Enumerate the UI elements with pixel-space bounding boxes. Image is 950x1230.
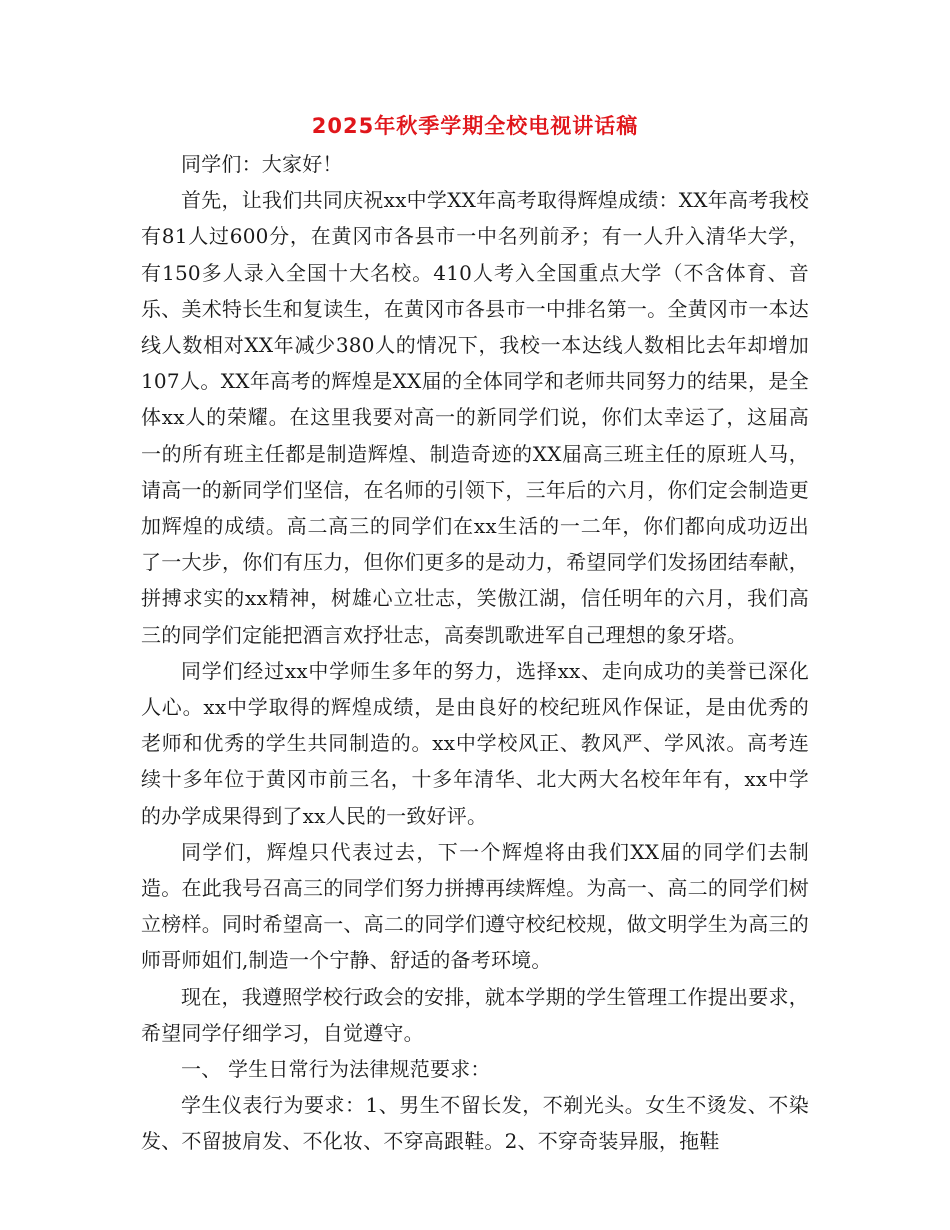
announcement-paragraph: 现在，我遵照学校行政会的安排，就本学期的学生管理工作提出要求，希望同学仔细学习，自觉遵守。 <box>141 984 809 1045</box>
document-title: 2025年秋季学期全校电视讲话稿 <box>311 114 639 138</box>
achievement-paragraph: 首先，让我们共同庆祝xx中学XX年高考取得辉煌成绩：XX年高考我校有81人过600分，在黄冈市各县市一中名列前矛；有一人升入清华大学，有150多人录入全国十大名校。410人考入全国重点大学（不含体育、音乐、美术特长生和复读生，在黄冈市各县市一中排名第一。全黄冈市一本达线人数相对XX年减少380人的情况下，我校一本达线人数相比去年却增加107人。XX年高考的辉煌是XX届的全体同学和老师共同努力的结果，是全体xx人的荣耀。在这里我要对高一的新同学们说，你们太幸运了，这届高一的所有班主任都是制造辉煌、制造奇迹的XX届高三班主任的原班人马，请高一的新同学们坚信，在名师的引领下，三年后的六月，你们定会制造更加辉煌的成绩。高二高三的同学们在xx生活的一二年，你们都向成功迈出了一大步，你们有压力，但你们更多的是动力，希望同学们发扬团结奉献，拼搏求实的xx精神，树雄心立壮志，笑傲江湖，信任明年的六月，我们高三的同学们定能把酒言欢抒壮志，高奏凯歌进军自己理想的象牙塔。 <box>141 188 809 647</box>
greeting-paragraph: 同学们：大家好！ <box>181 152 343 176</box>
document-body <box>141 146 809 1159</box>
call-to-action-paragraph: 同学们，辉煌只代表过去，下一个辉煌将由我们XX届的同学们去制造。在此我号召高三的同学们努力拼搏再续辉煌。为高一、高二的同学们树立榜样。同时希望高一、高二的同学们遵守校纪校规，做文明学生为高三的师哥师姐们,制造一个宁静、舒适的备考环境。 <box>141 839 809 973</box>
appearance-rules-paragraph: 学生仪表行为要求：1、男生不留长发，不剃光头。女生不烫发、不染发、不留披肩发、不化妆、不穿高跟鞋。2、不穿奇装异服，拖鞋 <box>141 1093 809 1154</box>
section-heading-1: 一、 学生日常行为法律规范要求： <box>181 1057 491 1082</box>
reputation-paragraph: 同学们经过xx中学师生多年的努力，选择xx、走向成功的美誉已深化人心。xx中学取得的辉煌成绩，是由良好的校纪班风作保证，是由优秀的老师和优秀的学生共同制造的。xx中学校风正、教风严、学风浓。高考连续十多年位于黄冈市前三名，十多年清华、北大两大名校年年有，xx中学的办学成果得到了xx人民的一致好评。 <box>141 658 809 828</box>
